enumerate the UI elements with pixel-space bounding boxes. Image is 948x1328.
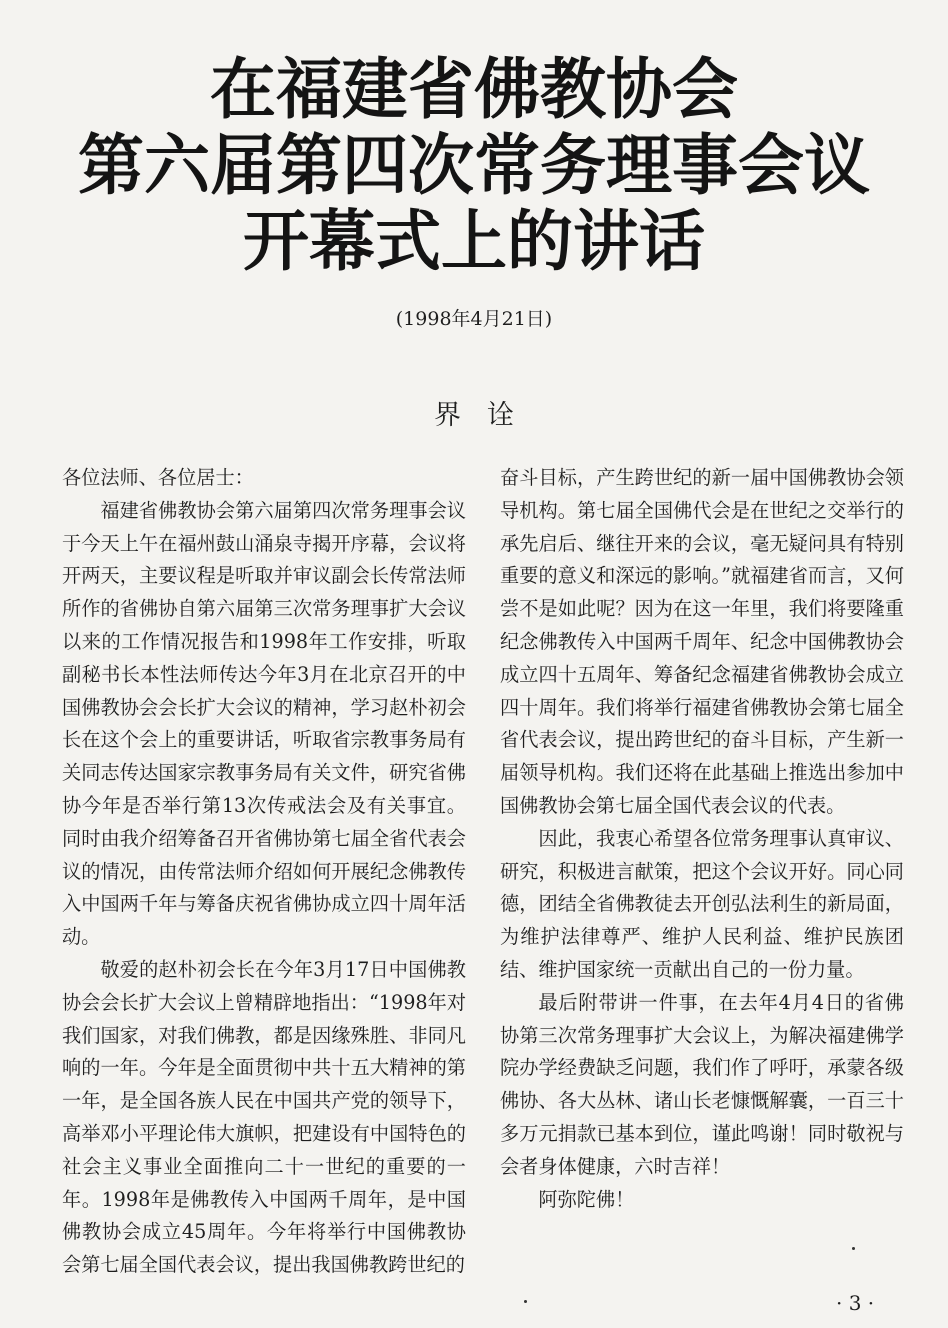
salutation: 各位法师、各位居士： (62, 466, 254, 489)
title-line-1: 在福建省佛教协会 (210, 51, 738, 128)
right-column (500, 462, 904, 1216)
page-number: · 3 · (836, 1291, 875, 1315)
speech-title (0, 52, 948, 280)
paragraph: 敬爱的赵朴初会长在今年3月17日中国佛教协会会长扩大会议上曾精辟地指出：“1998年对我们国家，对我们佛教，都是因缘殊胜、非同凡响的一年。今年是全面贯彻中共十五大精神的第一年，是全国各族人民在中国共产党的领导下，高举邓小平理论伟大旗帜，把建设有中国特色的社会主义事业全面推向二十一世纪的重要的一年。1998年是佛教传入中国两千周年，是中国佛教协会成立45周年。今年将举行中国佛教协会第七届全国代表会议，提出我国佛教跨世纪的 (62, 957, 467, 1277)
speaker-name: 界诠 (434, 400, 540, 431)
paragraph: 最后附带讲一件事，在去年4月4日的省佛协第三次常务理事扩大会议上，为解决福建佛学院办学经费缺乏问题，我们作了呼吁，承蒙各级佛协、各大丛林、诸山长老慷慨解囊，一百三十多万元捐款已基本到位，谨此鸣谢！同时敬祝与会者身体健康，六时吉祥！ (500, 990, 904, 1178)
scan-speck (852, 1247, 855, 1250)
closing-line: 阿弥陀佛！ (538, 1187, 635, 1211)
paragraph-continued: 奋斗目标，产生跨世纪的新一届中国佛教协会领导机构。第七届全国佛代会是在世纪之交举行的承先启后、继往开来的会议，毫无疑问具有特别重要的意义和深远的影响。”就福建省而言，又何尝不是如此呢？因为在这一年里，我们将要隆重纪念佛教传入中国两千周年、纪念中国佛教协会成立四十五周年、筹备纪念福建省佛教协会成立四十周年。我们将举行福建省佛教协会第七届全省代表会议，提出跨世纪的奋斗目标，产生新一届领导机构。我们还将在此基础上推选出参加中国佛教协会第七届全国代表会议的代表。 (500, 466, 904, 817)
title-line-3: 开幕式上的讲话 (243, 203, 705, 280)
title-line-2: 第六届第四次常务理事会议 (78, 127, 870, 204)
speech-date: (1998年4月21日) (395, 308, 553, 330)
scan-speck (524, 1300, 527, 1303)
paragraph: 福建省佛教协会第六届第四次常务理事会议于今天上午在福州鼓山涌泉寺揭开序幕，会议将开两天，主要议程是听取并审议副会长传常法师所作的省佛协自第六届第三次常务理事扩大会议以来的工作情况报告和1998年工作安排，听取副秘书长本性法师传达今年3月在北京召开的中国佛教协会会长扩大会议的精神，学习赵朴初会长在这个会上的重要讲话，听取省宗教事务局有关同志传达国家宗教事务局有关文件，研究省佛协今年是否举行第13次传戒法会及有关事宜。同时由我介绍筹备召开省佛协第七届全省代表会议的情况，由传常法师介绍如何开展纪念佛教传入中国两千年与筹备庆祝省佛协成立四十周年活动。 (62, 498, 466, 949)
paragraph: 因此，我衷心希望各位常务理事认真审议、研究，积极进言献策，把这个会议开好。同心同德，团结全省佛教徒去开创弘法利生的新局面，为维护法律尊严、维护人民利益、维护民族团结、维护国家统一贡献出自己的一份力量。 (500, 826, 904, 981)
left-column (62, 462, 466, 1282)
